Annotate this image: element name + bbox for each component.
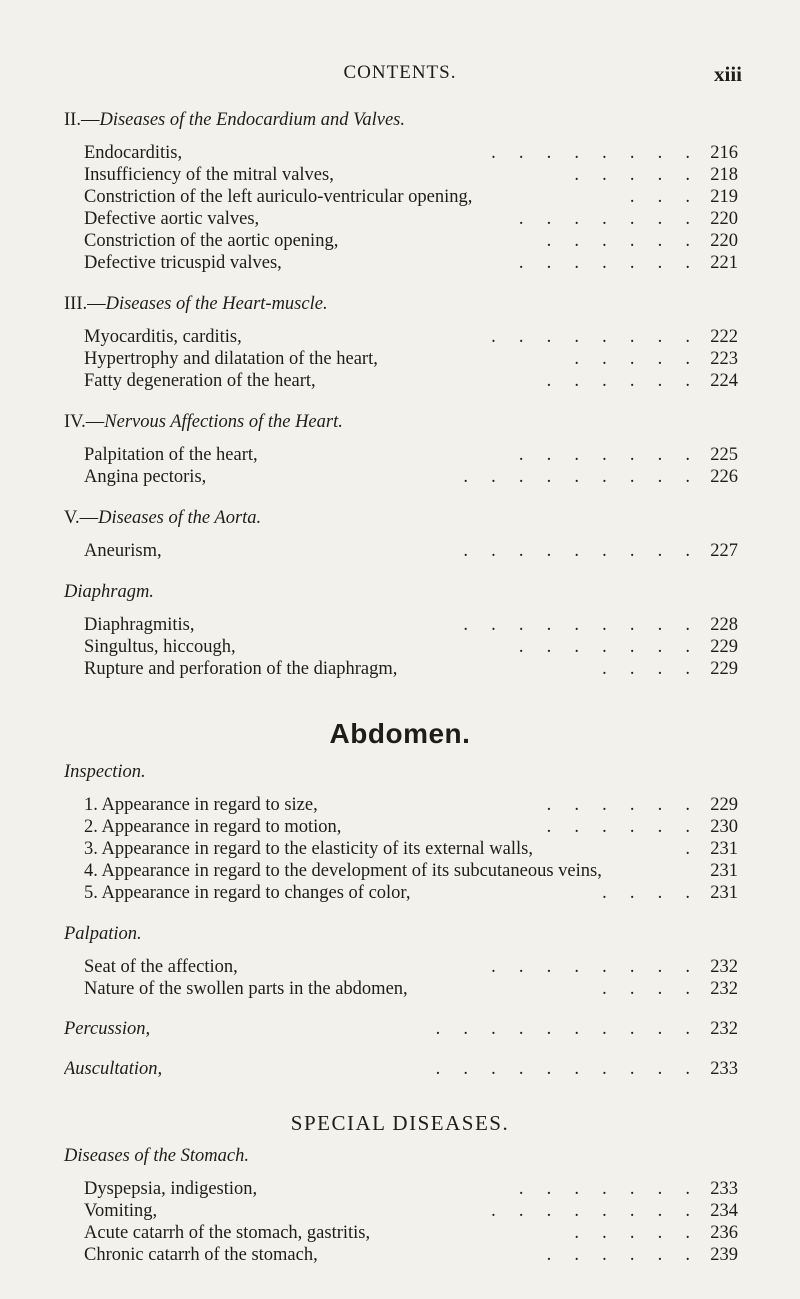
running-head-page-number: xiii	[713, 62, 742, 86]
palpation-heading: Palpation.	[64, 924, 142, 944]
toc-entry: 2. Appearance in regard to motion, . . . . . . 230	[84, 817, 738, 837]
toc-entry: Palpitation of the heart, . . . . . . . 225	[84, 445, 738, 465]
contents-list	[0, 108, 800, 1266]
toc-entry: Vomiting, . . . . . . . . 234	[84, 1201, 738, 1221]
section-heading: Diaphragm.	[64, 582, 154, 602]
toc-entry: Angina pectoris, . . . . . . . . . 226	[84, 467, 738, 487]
toc-entry-auscultation: Auscultation, . . . . . . . . . . 233	[64, 1059, 738, 1079]
toc-entry: Diaphragmitis, . . . . . . . . . 228	[84, 615, 738, 635]
toc-entry: Chronic catarrh of the stomach, . . . . . . 239	[84, 1245, 738, 1265]
section-heading: III.—Diseases of the Heart-muscle.	[64, 294, 328, 314]
toc-entry: Endocarditis, . . . . . . . . 216	[84, 143, 738, 163]
toc-entry-percussion: Percussion, . . . . . . . . . . 232	[64, 1019, 738, 1039]
toc-entry: Fatty degeneration of the heart, . . . . . . 224	[84, 371, 738, 391]
abdomen-heading: Abdomen.	[329, 718, 471, 749]
toc-entry: Seat of the affection, . . . . . . . . 232	[84, 957, 738, 977]
running-head-title: CONTENTS.	[343, 62, 457, 83]
toc-entry: 1. Appearance in regard to size, . . . . . . 229	[84, 795, 738, 815]
toc-entry: Acute catarrh of the stomach, gastritis, . . . . . 236	[84, 1223, 738, 1243]
toc-entry: Aneurism, . . . . . . . . . 227	[84, 541, 738, 561]
toc-entry: Hypertrophy and dilatation of the heart, . . . . . 223	[84, 349, 738, 369]
toc-entry: 5. Appearance in regard to changes of color, . . . . 231	[84, 883, 738, 903]
toc-entry: Defective tricuspid valves, . . . . . . . 221	[84, 253, 738, 273]
section-heading: II.—Diseases of the Endocardium and Valves.	[64, 110, 406, 130]
toc-entry: Nature of the swollen parts in the abdomen, . . . . 232	[84, 979, 738, 999]
toc-entry: Dyspepsia, indigestion, . . . . . . . 233	[84, 1179, 738, 1199]
toc-entry: Defective aortic valves, . . . . . . . 220	[84, 209, 738, 229]
special-diseases-heading: SPECIAL DISEASES.	[290, 1111, 510, 1135]
toc-entry: 3. Appearance in regard to the elasticity of its external walls, . 231	[84, 839, 738, 859]
inspection-heading: Inspection.	[64, 762, 146, 782]
toc-entry: Myocarditis, carditis, . . . . . . . . 222	[84, 327, 738, 347]
running-head	[0, 62, 800, 92]
toc-entry: Constriction of the aortic opening, . . . . . . 220	[84, 231, 738, 251]
toc-entry: 4. Appearance in regard to the development of its subcutaneous veins, 231	[84, 861, 738, 881]
toc-entry: Constriction of the left auriculo-ventricular opening, . . . 219	[84, 187, 738, 207]
stomach-heading: Diseases of the Stomach.	[64, 1146, 249, 1166]
section-heading: IV.—Nervous Affections of the Heart.	[64, 412, 343, 432]
toc-entry: Insufficiency of the mitral valves, . . . . . 218	[84, 165, 738, 185]
section-heading: V.—Diseases of the Aorta.	[64, 508, 262, 528]
toc-entry: Rupture and perforation of the diaphragm, . . . . 229	[84, 659, 738, 679]
toc-entry: Singultus, hiccough, . . . . . . . 229	[84, 637, 738, 657]
